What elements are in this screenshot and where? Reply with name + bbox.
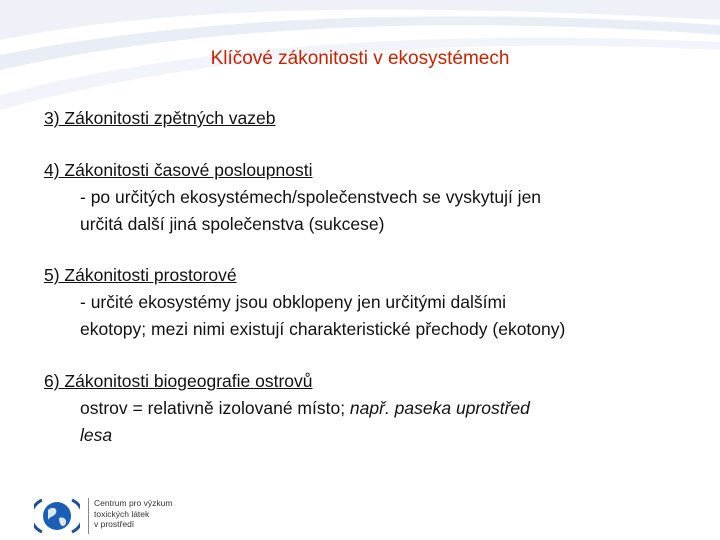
section-heading: 3) Zákonitosti zpětných vazeb: [44, 108, 276, 128]
section-heading: 5) Zákonitosti prostorové: [44, 265, 237, 285]
section-5: [44, 262, 565, 343]
logo-line: toxických látek: [94, 508, 150, 519]
section-text: - po určitých ekosystémech/společenstvech se vyskytují jen: [80, 187, 542, 207]
section-6: [44, 368, 530, 449]
section-text: [44, 395, 530, 422]
section-text: ekotopy; mezi nimi existují charakteristické přechody (ekotony): [80, 319, 566, 339]
section-text: - určité ekosystémy jsou obklopeny jen určitými dalšími: [80, 292, 506, 312]
section-heading: 6) Zákonitosti biogeografie ostrovů: [44, 371, 313, 391]
section-heading: 4) Zákonitosti časové posloupnosti: [44, 160, 313, 180]
plain-text: ostrov = relativně izolované místo;: [80, 398, 350, 418]
globe-logo-icon: [34, 494, 80, 538]
slide-title: Klíčové zákonitosti v ekosystémech: [210, 48, 510, 69]
italic-text: např. paseka uprostřed: [349, 398, 530, 418]
logo-line: v prostředí: [94, 519, 135, 529]
logo-line: Centrum pro výzkum: [94, 498, 173, 508]
section-4: [44, 157, 541, 238]
logo-text: [94, 498, 172, 530]
logo-divider: [88, 498, 89, 534]
section-text: určitá další jiná společenstva (sukcese): [80, 214, 385, 234]
section-3: [44, 105, 276, 132]
section-text: lesa: [80, 425, 113, 445]
